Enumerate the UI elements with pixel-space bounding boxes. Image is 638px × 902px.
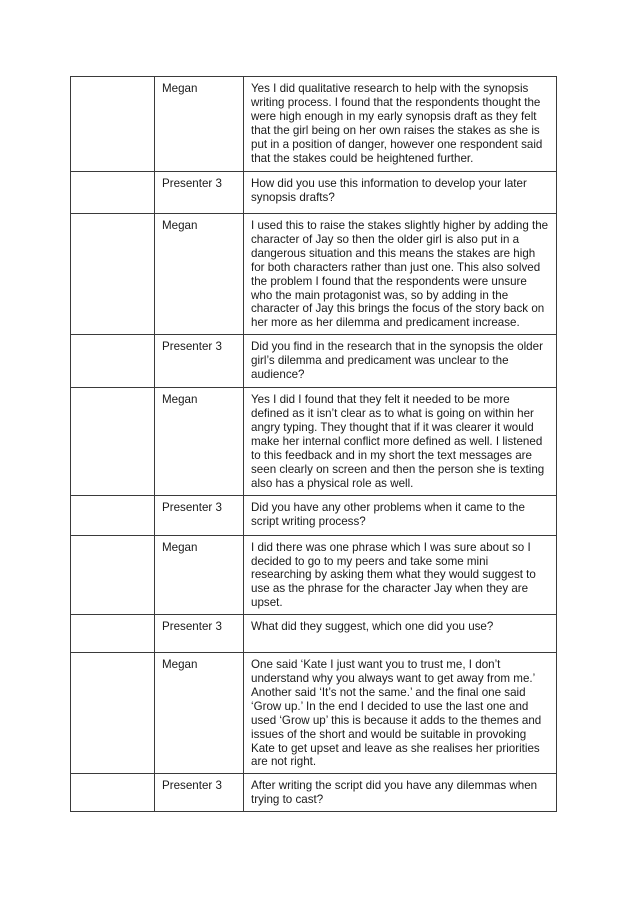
interview-transcript-table bbox=[70, 76, 557, 812]
blank-cell bbox=[71, 77, 155, 172]
speaker-cell: Megan bbox=[155, 214, 244, 335]
blank-cell bbox=[71, 214, 155, 335]
response-cell: Yes I did I found that they felt it needed to be more defined as it isn’t clear as to what is going on within her angry typing. They thought that if it was clearer it would make her internal conflict more defined as well. I listened to this feedback and in my short the text messages are seen clearly on screen and then the person she is texting also has a physical role as well. bbox=[244, 388, 557, 495]
question-cell: How did you use this information to develop your later synopsis drafts? bbox=[244, 172, 557, 214]
table-row bbox=[71, 774, 557, 812]
blank-cell bbox=[71, 495, 155, 535]
table-row bbox=[71, 77, 557, 172]
response-cell: Yes I did qualitative research to help with the synopsis writing process. I found that the respondents thought the were high enough in my early synopsis draft as they felt that the girl being on her own raises the stakes as she is put in a position of danger, however one respondent said that the stakes could be heightened further. bbox=[244, 77, 557, 172]
table-row bbox=[71, 214, 557, 335]
question-cell: Did you find in the research that in the synopsis the older girl’s dilemma and predicament was unclear to the audience? bbox=[244, 335, 557, 388]
speaker-cell: Megan bbox=[155, 388, 244, 495]
blank-cell bbox=[71, 172, 155, 214]
speaker-cell: Megan bbox=[155, 653, 244, 774]
blank-cell bbox=[71, 388, 155, 495]
speaker-cell: Presenter 3 bbox=[155, 172, 244, 214]
table-row bbox=[71, 495, 557, 535]
table-row bbox=[71, 335, 557, 388]
blank-cell bbox=[71, 335, 155, 388]
response-cell: I used this to raise the stakes slightly higher by adding the character of Jay so then the older girl is also put in a dangerous situation and this means the stakes are high for both characters rather than just one. This also solved the problem I found that the respondents were unsure who the main protagonist was, so by adding in the character of Jay this brings the focus of the story back on her more as her dilemma and predicament increase. bbox=[244, 214, 557, 335]
speaker-cell: Presenter 3 bbox=[155, 495, 244, 535]
blank-cell bbox=[71, 653, 155, 774]
response-cell: I did there was one phrase which I was sure about so I decided to go to my peers and take some mini researching by asking them what they would suggest to use as the phrase for the character Jay when they are upset. bbox=[244, 535, 557, 615]
speaker-cell: Presenter 3 bbox=[155, 615, 244, 653]
table-row bbox=[71, 388, 557, 495]
speaker-cell: Presenter 3 bbox=[155, 774, 244, 812]
speaker-cell: Megan bbox=[155, 77, 244, 172]
table-row bbox=[71, 615, 557, 653]
question-cell: What did they suggest, which one did you use? bbox=[244, 615, 557, 653]
table-row bbox=[71, 535, 557, 615]
blank-cell bbox=[71, 774, 155, 812]
table-row bbox=[71, 653, 557, 774]
table-row bbox=[71, 172, 557, 214]
blank-cell bbox=[71, 535, 155, 615]
question-cell: Did you have any other problems when it came to the script writing process? bbox=[244, 495, 557, 535]
speaker-cell: Megan bbox=[155, 535, 244, 615]
blank-cell bbox=[71, 615, 155, 653]
speaker-cell: Presenter 3 bbox=[155, 335, 244, 388]
question-cell: After writing the script did you have any dilemmas when trying to cast? bbox=[244, 774, 557, 812]
response-cell: One said ‘Kate I just want you to trust me, I don’t understand why you always want to get away from me.’ Another said ‘It’s not the same.’ and the final one said ‘Grow up.’ In the end I decided to use the last one and used ‘Grow up’ this is because it adds to the themes and issues of the short and would be suitable in provoking Kate to get upset and leave as she realises her priorities are not right. bbox=[244, 653, 557, 774]
